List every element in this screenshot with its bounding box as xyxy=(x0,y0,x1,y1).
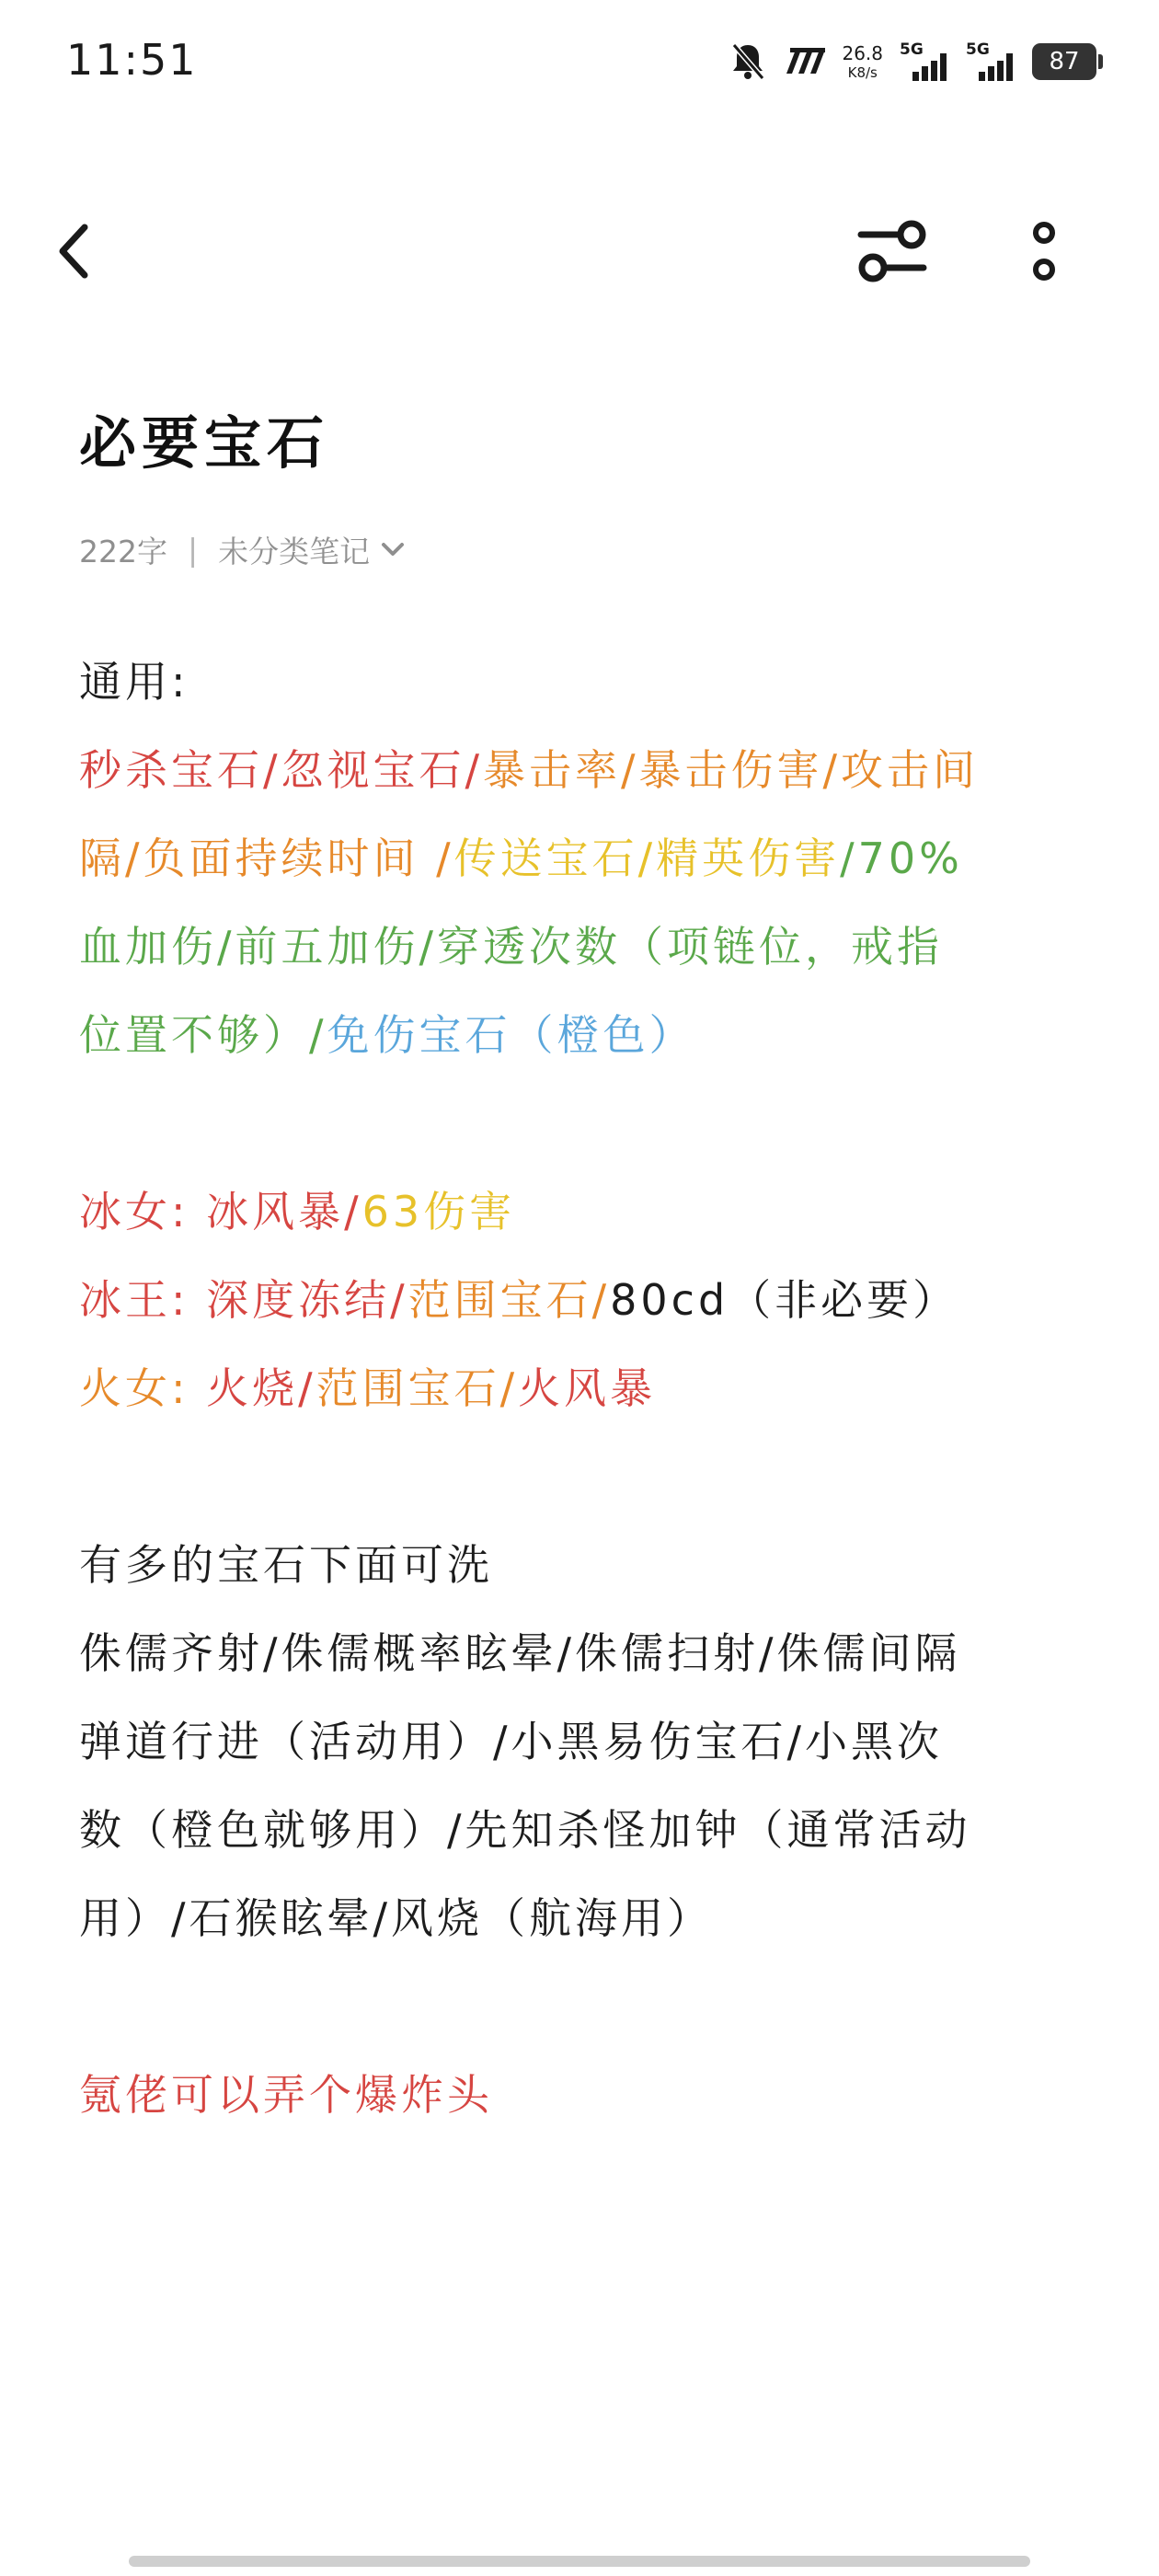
general-line-2-yellow: 传送宝石/精英伤害 xyxy=(453,834,841,883)
extra-line-1: 侏儒齐射/侏儒概率眩晕/侏儒扫射/侏儒间隔 xyxy=(79,1628,961,1678)
adjust-button[interactable] xyxy=(846,212,938,294)
network-speed-value: 26.8 xyxy=(842,41,883,64)
app-bar xyxy=(0,184,1159,331)
network-speed xyxy=(842,41,883,81)
bell-muted-icon xyxy=(729,41,766,82)
battery-icon xyxy=(1032,43,1096,80)
ice-woman-line xyxy=(79,1167,1100,1256)
signal-label: 5G xyxy=(966,40,990,59)
back-arrow-icon xyxy=(55,222,92,284)
fire-woman-storm: 火风暴 xyxy=(518,1363,657,1413)
general-line-2-orange: 隔/负面持续时间 / xyxy=(79,834,454,883)
fire-woman-gem: 火烧/ xyxy=(206,1363,316,1413)
ice-king-label: 冰王: xyxy=(79,1275,189,1325)
blank-line xyxy=(79,1079,1100,1167)
signal-label: 5G xyxy=(900,40,924,59)
more-options-button[interactable] xyxy=(1003,212,1085,294)
general-line-1-orange: 暴击率/暴击伤害/攻击间 xyxy=(483,745,979,795)
gesture-nav-handle[interactable] xyxy=(129,2556,1030,2567)
network-brand-icon xyxy=(783,46,825,77)
general-line-4-blue: 免伤宝石（橙色） xyxy=(327,1010,695,1060)
extra-line-4: 用）/石猴眩晕/风烧（航海用） xyxy=(79,1893,713,1943)
more-vertical-icon xyxy=(1030,218,1058,288)
adjust-icon xyxy=(854,216,931,290)
note-meta xyxy=(79,528,407,571)
fire-woman-label: 火女: xyxy=(79,1363,189,1413)
blank-line xyxy=(79,1432,1100,1521)
battery-level: 87 xyxy=(1049,48,1080,75)
ice-king-range-gem: 范围宝石/ xyxy=(407,1275,611,1325)
blank-line xyxy=(79,1962,1100,2051)
general-line-1-red: 秒杀宝石/忽视宝石/ xyxy=(79,745,483,795)
category-label: 未分类笔记 xyxy=(218,534,371,569)
ice-king-line xyxy=(79,1256,1100,1344)
status-time: 11:51 xyxy=(66,35,198,85)
status-icons xyxy=(729,33,1096,90)
network-speed-unit: K8/s xyxy=(847,63,878,81)
extra-line-3: 数（橙色就够用）/先知杀怪加钟（通常活动 xyxy=(79,1805,971,1855)
chevron-down-icon xyxy=(379,541,407,559)
general-line-2 xyxy=(79,814,1100,903)
status-bar xyxy=(0,0,1159,129)
signal-icon xyxy=(966,40,1016,83)
ice-king-cd: 80cd（非必要） xyxy=(610,1275,959,1325)
ice-woman-label: 冰女: xyxy=(79,1187,189,1236)
general-line-3: 血加伤/前五加伤/穿透次数（项链位，戒指 xyxy=(79,922,943,972)
signal-icon xyxy=(900,40,949,83)
ice-woman-damage: 63伤害 xyxy=(361,1187,516,1236)
fire-woman-range-gem: 范围宝石/ xyxy=(316,1363,519,1413)
final-note: 氪佬可以弄个爆炸头 xyxy=(79,2070,493,2120)
back-button[interactable] xyxy=(55,212,138,294)
ice-king-gem: 深度冻结/ xyxy=(206,1275,408,1325)
note-title[interactable]: 必要宝石 xyxy=(79,409,330,477)
general-line-1 xyxy=(79,726,1100,814)
extra-heading: 有多的宝石下面可洗 xyxy=(79,1540,493,1590)
word-count: 222字 xyxy=(79,534,167,569)
general-heading: 通用: xyxy=(79,657,189,707)
general-line-4-green: 位置不够）/ xyxy=(79,1010,327,1060)
general-line-2-green: /70% xyxy=(840,834,963,883)
note-body[interactable] xyxy=(79,638,1100,2139)
general-line-4 xyxy=(79,991,1100,1079)
fire-woman-line xyxy=(79,1344,1100,1432)
ice-woman-gem: 冰风暴/ xyxy=(206,1187,362,1236)
extra-line-2: 弹道行进（活动用）/小黑易伤宝石/小黑次 xyxy=(79,1717,943,1766)
category-selector[interactable] xyxy=(218,528,407,571)
meta-separator: | xyxy=(188,532,199,568)
